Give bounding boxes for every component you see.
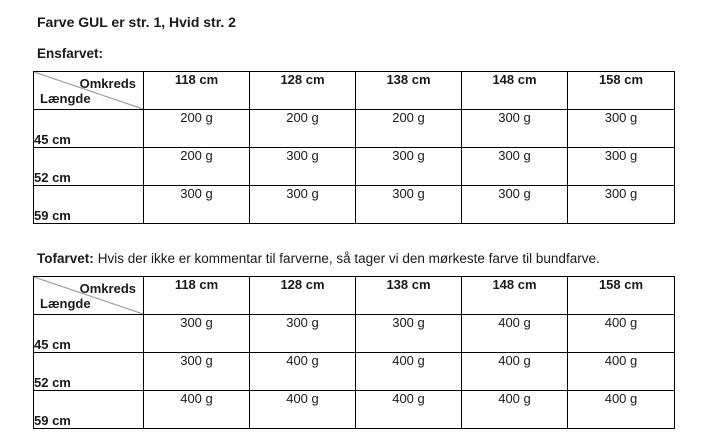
tofarvet-heading-line [37,250,706,267]
column-header-138: 138 cm [356,277,462,315]
table-row [34,186,675,224]
corner-cell [34,277,144,315]
cell-value: 400 g [462,315,568,353]
cell-value: 300 g [462,186,568,224]
cell-value: 300 g [356,186,462,224]
column-header-128: 128 cm [250,72,356,110]
cell-value: 400 g [356,391,462,429]
cell-value: 300 g [568,110,675,148]
ensfarvet-heading: Ensfarvet: [37,46,104,61]
tofarvet-heading: Tofarvet: [37,251,94,266]
cell-value: 300 g [250,148,356,186]
table-row [34,353,675,391]
cell-value: 300 g [144,353,250,391]
row-label-59: 59 cm [34,391,144,429]
row-label-52: 52 cm [34,148,144,186]
cell-value: 400 g [568,391,675,429]
row-label-45: 45 cm [34,110,144,148]
corner-laengde-label: Længde [40,296,91,311]
corner-cell [34,72,144,110]
column-header-158: 158 cm [568,277,675,315]
cell-value: 400 g [356,353,462,391]
cell-value: 300 g [356,148,462,186]
cell-value: 400 g [250,353,356,391]
tofarvet-header-row [34,277,675,315]
cell-value: 300 g [462,110,568,148]
tofarvet-table [33,276,675,429]
row-label-45: 45 cm [34,315,144,353]
cell-value: 300 g [144,186,250,224]
column-header-158: 158 cm [568,72,675,110]
column-header-148: 148 cm [462,277,568,315]
column-header-118: 118 cm [144,277,250,315]
ensfarvet-header-row [34,72,675,110]
document-title: Farve GUL er str. 1, Hvid str. 2 [37,14,236,30]
cell-value: 400 g [568,353,675,391]
corner-omkreds-label: Omkreds [79,281,136,296]
cell-value: 400 g [144,391,250,429]
corner-omkreds-label: Omkreds [79,76,136,91]
table-row [34,315,675,353]
cell-value: 400 g [250,391,356,429]
table-row [34,110,675,148]
column-header-118: 118 cm [144,72,250,110]
column-header-128: 128 cm [250,277,356,315]
cell-value: 200 g [144,148,250,186]
column-header-148: 148 cm [462,72,568,110]
column-header-138: 138 cm [356,72,462,110]
corner-laengde-label: Længde [40,91,91,106]
row-label-59: 59 cm [34,186,144,224]
cell-value: 300 g [250,315,356,353]
row-label-52: 52 cm [34,353,144,391]
cell-value: 300 g [568,148,675,186]
cell-value: 300 g [462,148,568,186]
cell-value: 300 g [144,315,250,353]
cell-value: 200 g [356,110,462,148]
cell-value: 300 g [568,186,675,224]
ensfarvet-table [33,71,675,224]
table-row [34,391,675,429]
tofarvet-note: Hvis der ikke er kommentar til farverne, så tager vi den mørkeste farve til bundfarve. [97,251,600,266]
cell-value: 300 g [250,186,356,224]
cell-value: 400 g [462,391,568,429]
table-row [34,148,675,186]
cell-value: 400 g [462,353,568,391]
cell-value: 200 g [250,110,356,148]
cell-value: 200 g [144,110,250,148]
ensfarvet-heading-line [37,45,706,62]
cell-value: 400 g [568,315,675,353]
cell-value: 300 g [356,315,462,353]
